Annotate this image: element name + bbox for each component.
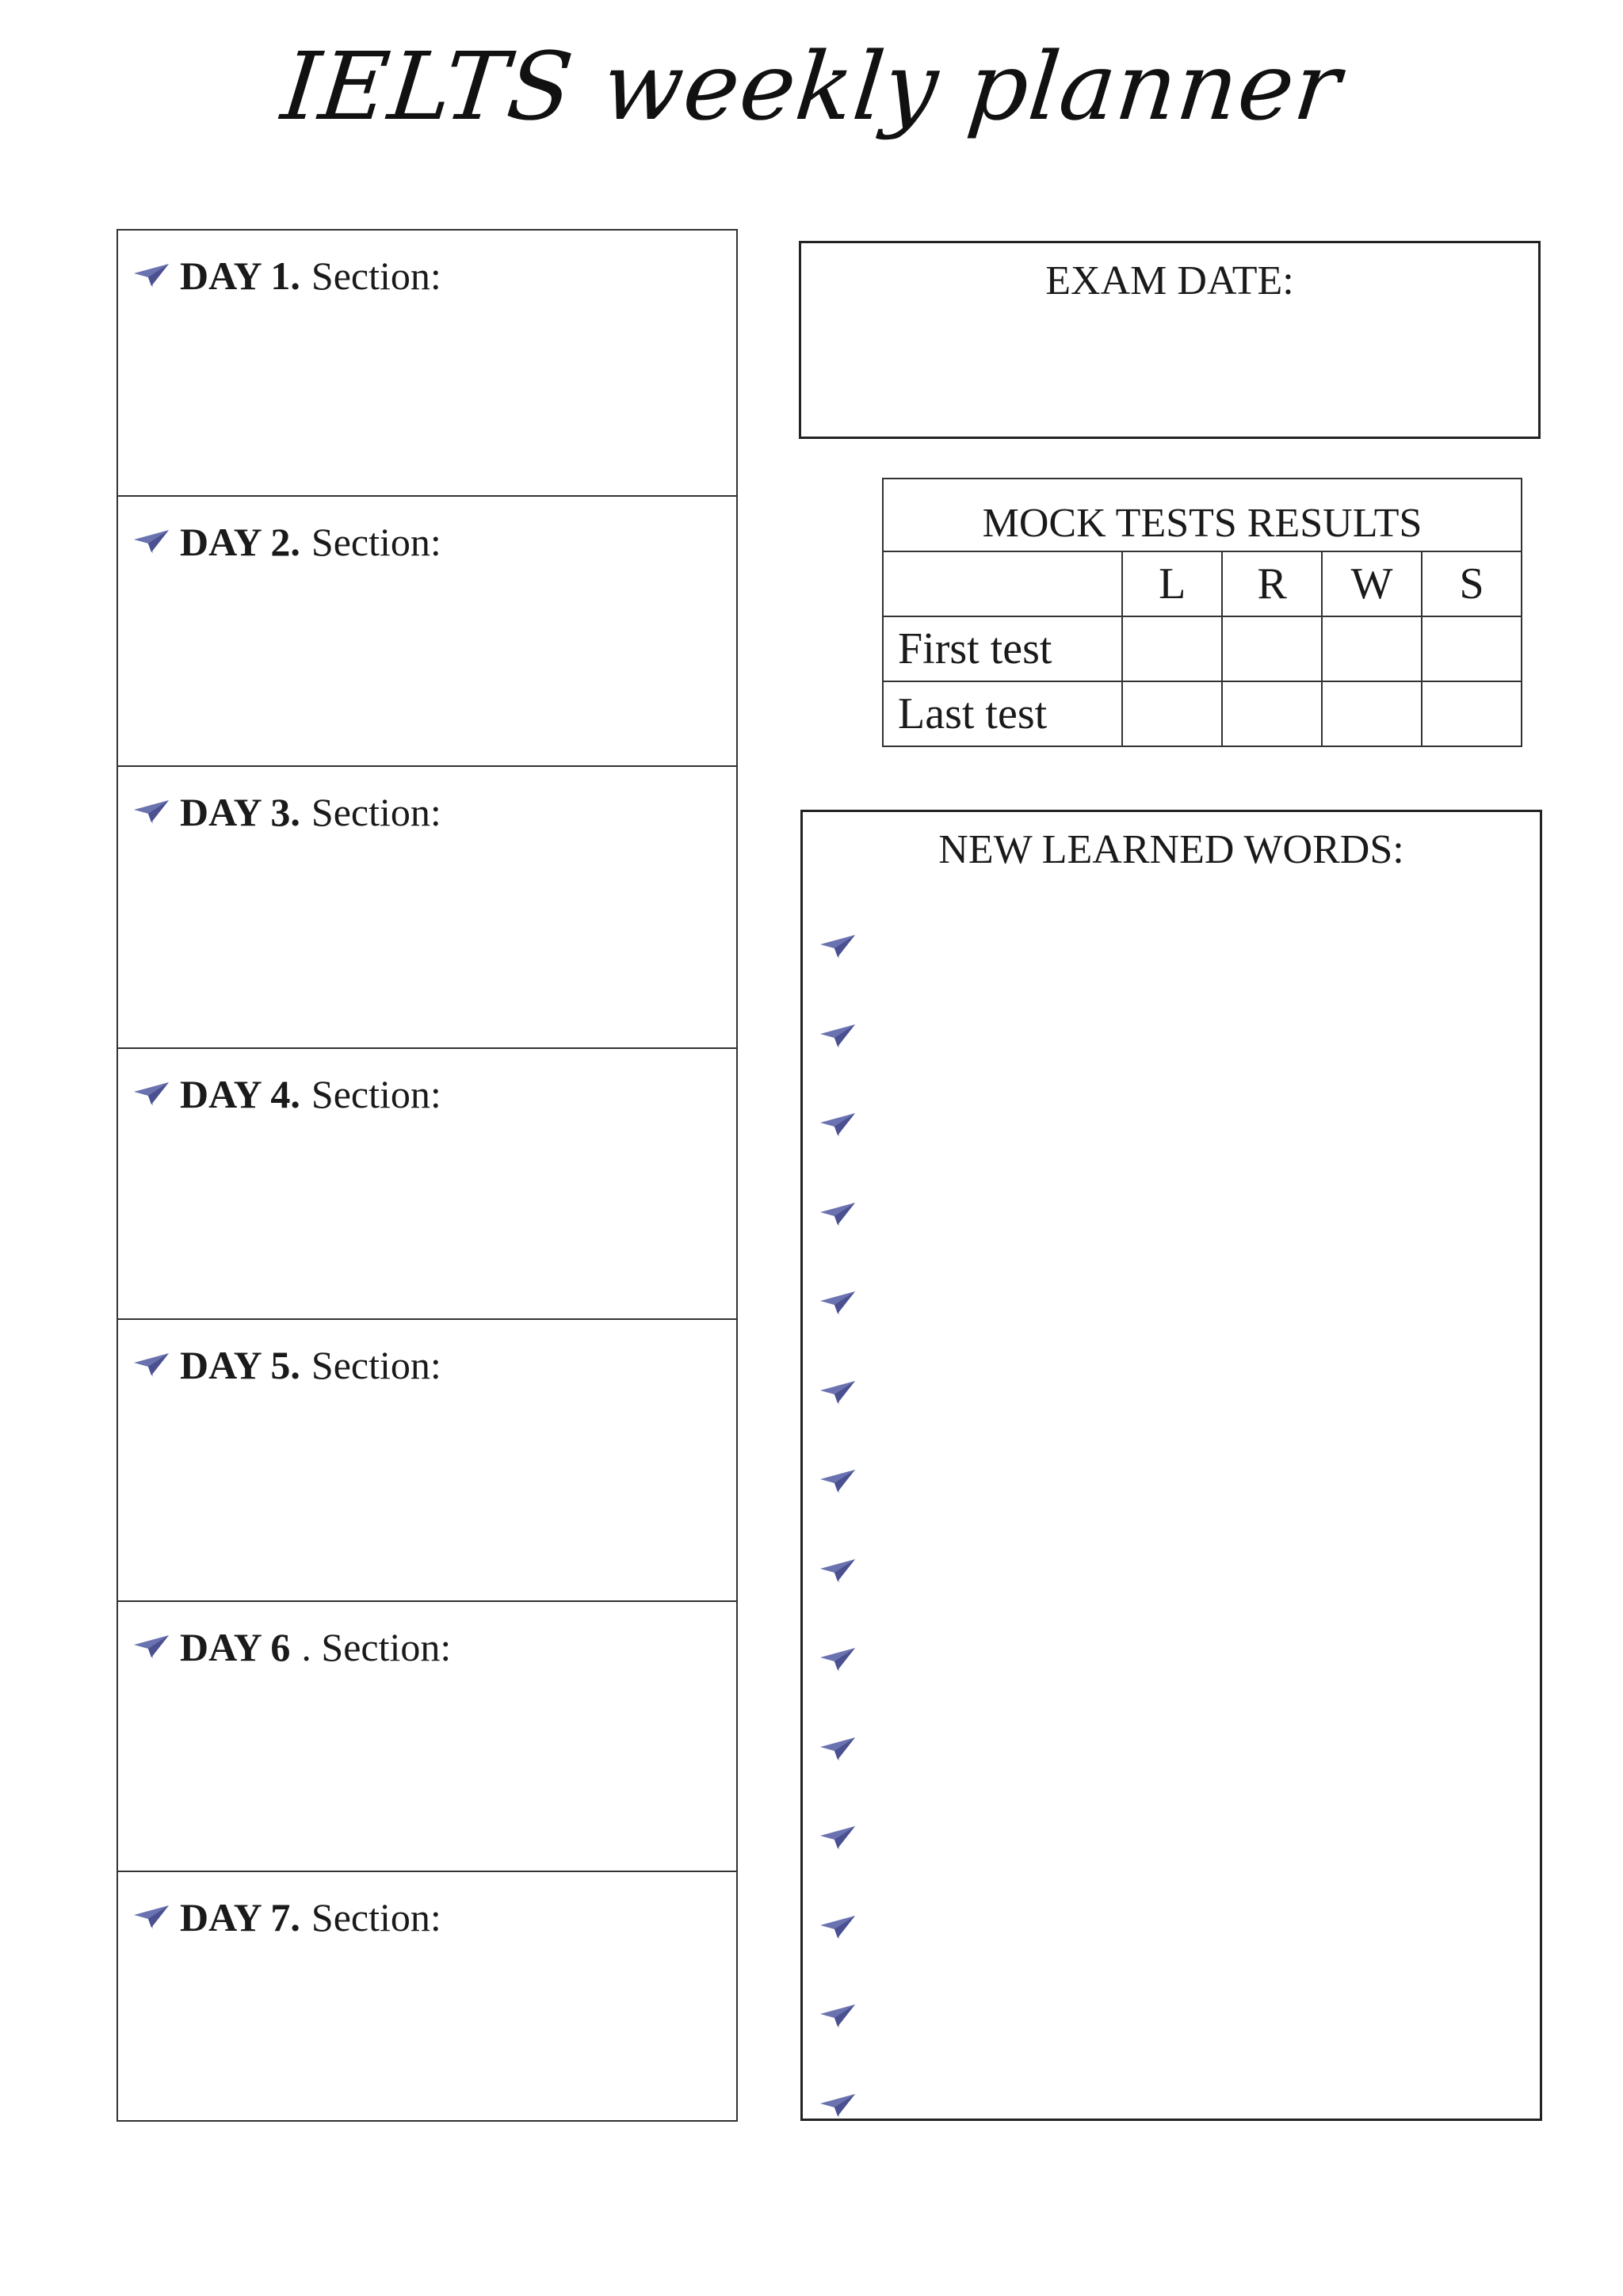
paper-plane-icon: [820, 1024, 855, 1048]
word-entry[interactable]: [820, 1733, 1518, 1765]
paper-plane-icon: [820, 1470, 855, 1493]
paper-plane-icon: [134, 264, 169, 288]
word-entry[interactable]: [820, 931, 1518, 963]
word-entry[interactable]: [820, 1912, 1518, 1943]
day-heading: [134, 1071, 441, 1117]
score-cell[interactable]: [1222, 681, 1322, 746]
score-cell[interactable]: [1322, 681, 1422, 746]
score-cell[interactable]: [1422, 681, 1522, 746]
day-heading: [134, 1624, 451, 1670]
day-heading: [134, 519, 441, 565]
score-cell[interactable]: [1122, 681, 1222, 746]
column-header-reading: R: [1222, 551, 1322, 616]
section-label: . Section:: [301, 1625, 452, 1669]
table-row: [883, 616, 1522, 681]
score-cell[interactable]: [1222, 616, 1322, 681]
word-entry[interactable]: [820, 2000, 1518, 2032]
score-cell[interactable]: [1122, 616, 1222, 681]
exam-date-box[interactable]: [799, 241, 1541, 439]
word-entry[interactable]: [820, 1466, 1518, 1497]
section-label: Section:: [311, 254, 441, 298]
day-heading: [134, 1894, 441, 1940]
paper-plane-icon: [820, 1826, 855, 1850]
day-box-5[interactable]: [118, 1318, 736, 1600]
word-entry[interactable]: [820, 1377, 1518, 1409]
section-label: Section:: [311, 1895, 441, 1939]
word-entry[interactable]: [820, 1644, 1518, 1676]
day-box-2[interactable]: [118, 495, 736, 765]
paper-plane-icon: [134, 1635, 169, 1659]
section-label: Section:: [311, 520, 441, 564]
day-box-4[interactable]: [118, 1047, 736, 1318]
paper-plane-icon: [820, 1203, 855, 1226]
section-label: Section:: [311, 1072, 441, 1116]
word-entry[interactable]: [820, 1199, 1518, 1230]
paper-plane-icon: [134, 800, 169, 824]
new-words-label: NEW LEARNED WORDS:: [938, 827, 1404, 872]
day-heading: [134, 1342, 441, 1388]
day-number: DAY 3.: [180, 790, 300, 834]
paper-plane-icon: [134, 1082, 169, 1106]
day-heading: [134, 789, 441, 835]
paper-plane-icon: [820, 1916, 855, 1939]
row-label-last-test: Last test: [883, 681, 1122, 746]
day-number: DAY 1.: [180, 254, 300, 298]
day-box-7[interactable]: [118, 1871, 736, 2123]
day-box-1[interactable]: [118, 231, 736, 495]
word-entry[interactable]: [820, 2090, 1518, 2122]
word-entry[interactable]: [820, 1020, 1518, 1052]
day-box-6[interactable]: [118, 1600, 736, 1871]
exam-date-label: EXAM DATE:: [1045, 258, 1294, 303]
paper-plane-icon: [820, 2094, 855, 2118]
day-list: [116, 229, 738, 2122]
page-title: IELTS weekly planner: [277, 32, 1346, 141]
day-number: DAY 2.: [180, 520, 300, 564]
day-box-3[interactable]: [118, 765, 736, 1047]
column-header-speaking: S: [1422, 551, 1522, 616]
paper-plane-icon: [820, 2004, 855, 2028]
word-entry[interactable]: [820, 1822, 1518, 1854]
paper-plane-icon: [820, 1381, 855, 1405]
word-entry[interactable]: [820, 1287, 1518, 1319]
section-label: Section:: [311, 790, 441, 834]
score-cell[interactable]: [1322, 616, 1422, 681]
paper-plane-icon: [820, 935, 855, 959]
day-number: DAY 5.: [180, 1343, 300, 1387]
paper-plane-icon: [820, 1113, 855, 1137]
word-entry[interactable]: [820, 1555, 1518, 1587]
table-corner-cell: [883, 551, 1122, 616]
section-label: Section:: [311, 1343, 441, 1387]
column-header-writing: W: [1322, 551, 1422, 616]
day-number: DAY 7.: [180, 1895, 300, 1939]
paper-plane-icon: [134, 1353, 169, 1377]
paper-plane-icon: [820, 1648, 855, 1672]
paper-plane-icon: [134, 530, 169, 554]
paper-plane-icon: [820, 1291, 855, 1315]
paper-plane-icon: [134, 1905, 169, 1929]
day-number: DAY 6: [180, 1625, 291, 1669]
new-words-box: [800, 810, 1542, 2121]
mock-tests-table: [882, 478, 1522, 747]
word-entry[interactable]: [820, 1109, 1518, 1141]
row-label-first-test: First test: [883, 616, 1122, 681]
paper-plane-icon: [820, 1559, 855, 1583]
column-header-listening: L: [1122, 551, 1222, 616]
day-number: DAY 4.: [180, 1072, 300, 1116]
paper-plane-icon: [820, 1737, 855, 1761]
score-cell[interactable]: [1422, 616, 1522, 681]
day-heading: [134, 253, 441, 299]
table-row: [883, 681, 1522, 746]
mock-tests-title: MOCK TESTS RESULTS: [883, 479, 1522, 551]
